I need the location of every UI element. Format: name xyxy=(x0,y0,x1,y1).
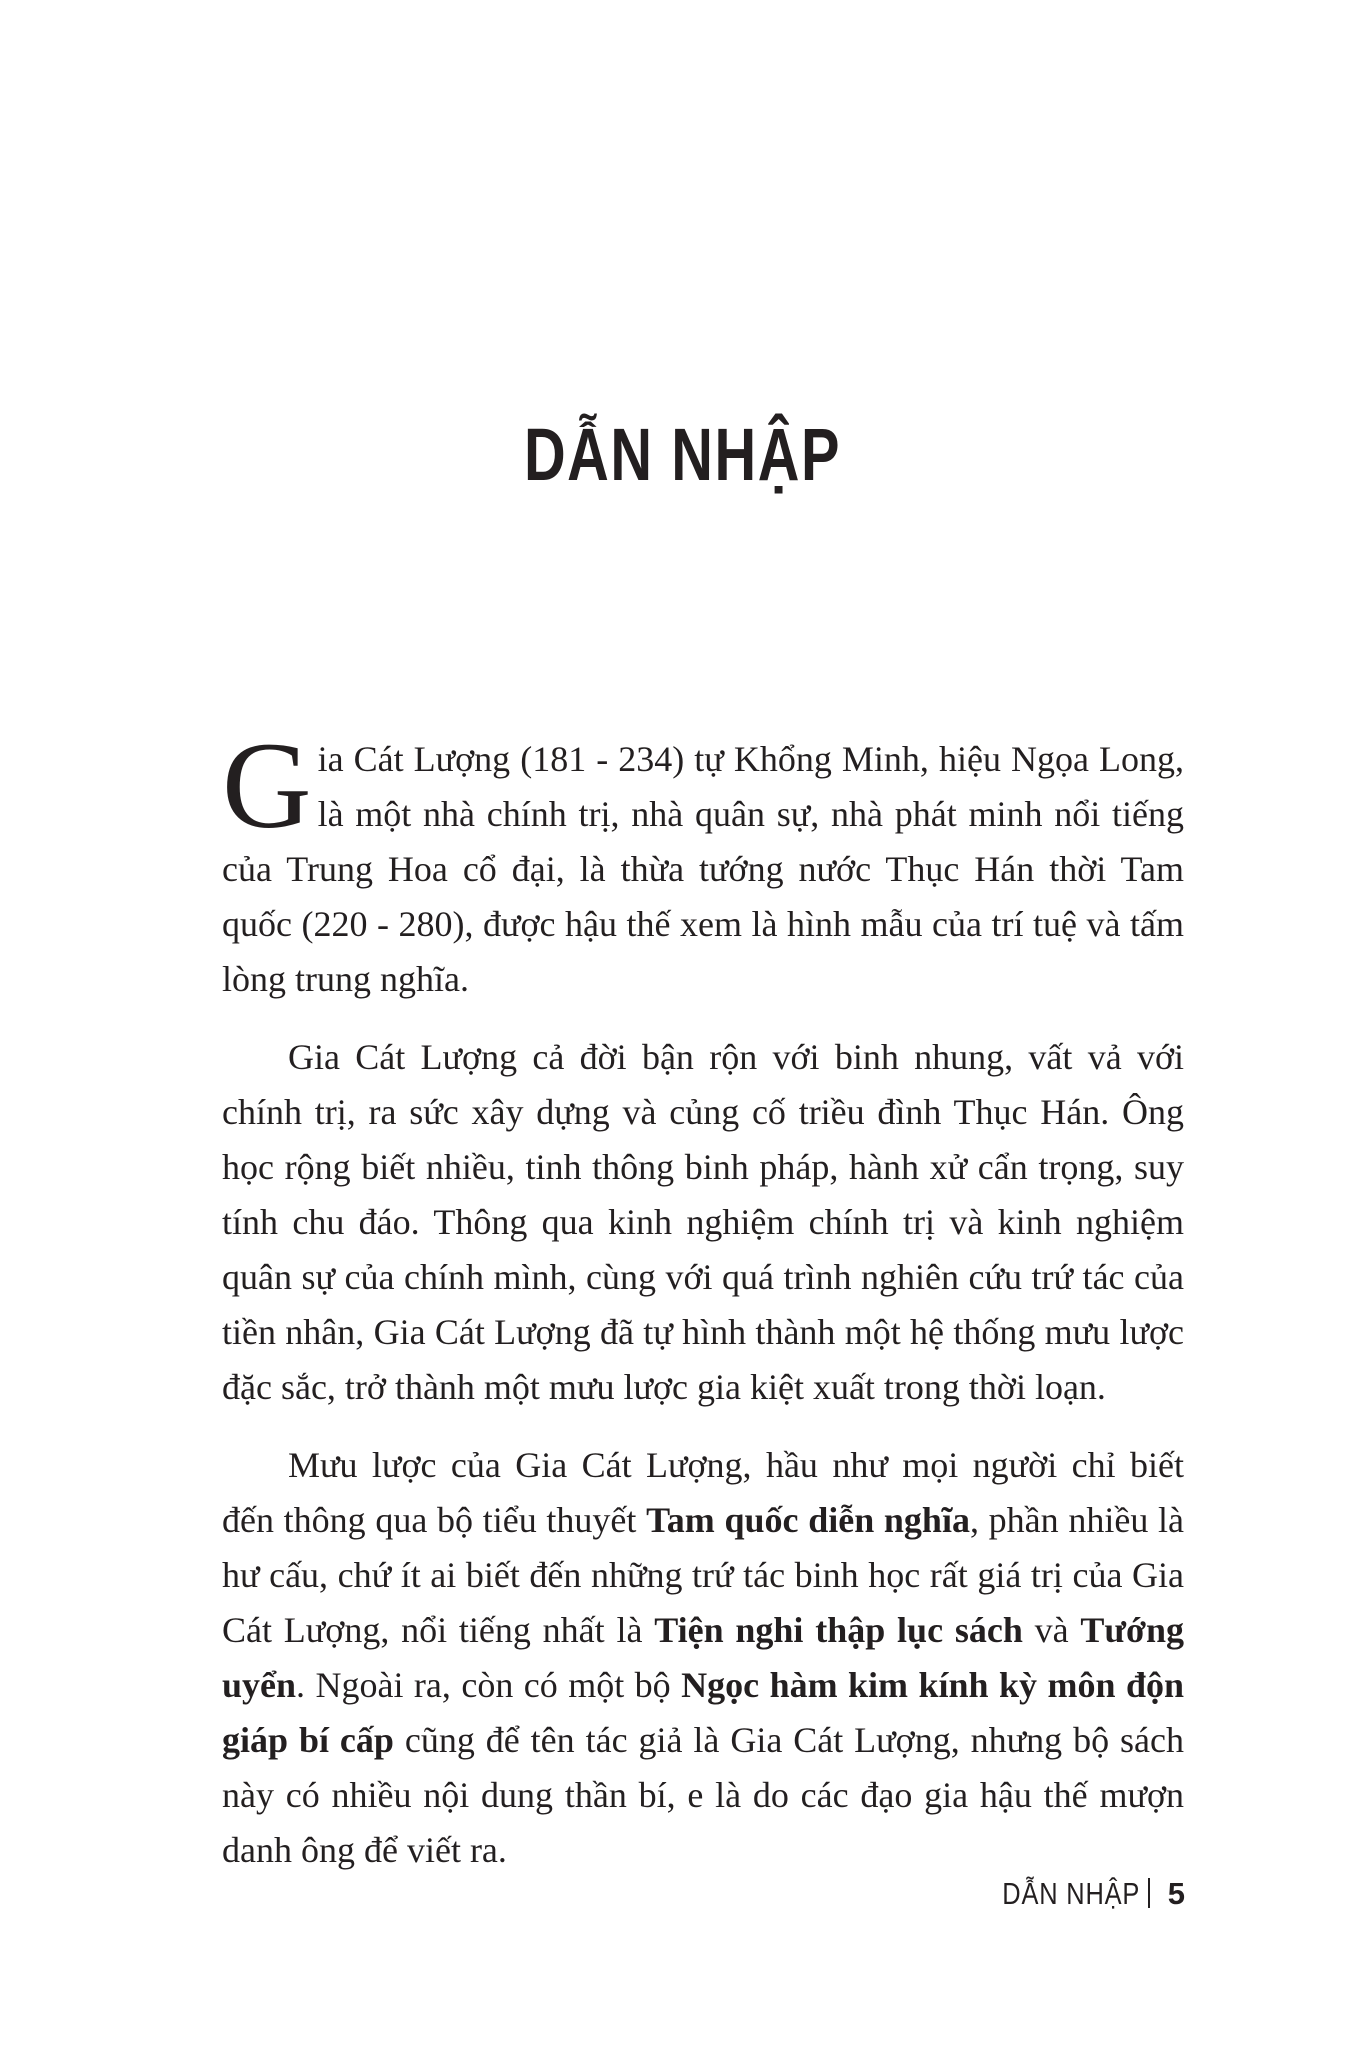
paragraph-3-text-1: Mưu lược của Gia Cát Lượng, hầu như mọi người chỉ biết đến thông qua bộ tiểu thuyết xyxy=(222,1445,1184,1540)
paragraph-1 xyxy=(222,717,1184,1007)
drop-cap: G xyxy=(222,717,312,854)
paragraph-3-text-4: . Ngoài ra, còn có một bộ xyxy=(296,1665,682,1705)
paragraph-3-text-5: cũng để tên tác giả là Gia Cát Lượng, nhưng bộ sách này có nhiều nội dung thần bí, e là do các đạo gia hậu thế mượn danh ông để viết ra. xyxy=(222,1720,1184,1870)
book-title-tam-quoc: Tam quốc diễn nghĩa xyxy=(646,1500,970,1540)
paragraph-3-text-2: , phần nhiều là hư cấu, chứ ít ai biết đến những trứ tác binh học rất giá trị của Gia Cát Lượng, nổi tiếng nhất là xyxy=(222,1500,1184,1650)
page-number: 5 xyxy=(1167,1876,1185,1911)
paragraph-2-text: Gia Cát Lượng cả đời bận rộn với binh nhung, vất vả với chính trị, ra sức xây dựng và củng cố triều đình Thục Hán. Ông học rộng biết nhiều, tinh thông binh pháp, hành xử cẩn trọng, suy tính chu đáo. Thông qua kinh nghiệm chính trị và kinh nghiệm quân sự của chính mình, cùng với quá trình nghiên cứu trứ tác của tiền nhân, Gia Cát Lượng đã tự hình thành một hệ thống mưu lược đặc sắc, trở thành một mưu lược gia kiệt xuất trong thời loạn. xyxy=(222,1037,1184,1407)
running-title: DẪN NHẬP xyxy=(1001,1876,1140,1911)
footer-separator xyxy=(1148,1878,1150,1908)
chapter-title: DẪN NHẬP xyxy=(523,413,842,496)
running-footer xyxy=(0,1874,1185,1914)
paragraph-3 xyxy=(222,1438,1184,1878)
paragraph-2 xyxy=(222,1030,1184,1415)
body-text xyxy=(222,717,1185,1878)
book-title-tien-nghi: Tiện nghi thập lục sách xyxy=(654,1610,1023,1650)
book-title-ngoc-ham: Ngọc hàm kim kính kỳ môn độn giáp bí cấp xyxy=(222,1665,1185,1760)
book-title-tuong-uyen: Tướng uyển xyxy=(222,1610,1184,1705)
paragraph-3-text-3: và xyxy=(1022,1610,1081,1650)
paragraph-1-text: ia Cát Lượng (181 - 234) tự Khổng Minh, hiệu Ngọa Long, là một nhà chính trị, nhà quân sự, nhà phát minh nổi tiếng của Trung Hoa cổ đại, là thừa tướng nước Thục Hán thời Tam quốc (220 - 280), được hậu thế xem là hình mẫu của trí tuệ và tấm lòng trung nghĩa. xyxy=(222,739,1184,999)
